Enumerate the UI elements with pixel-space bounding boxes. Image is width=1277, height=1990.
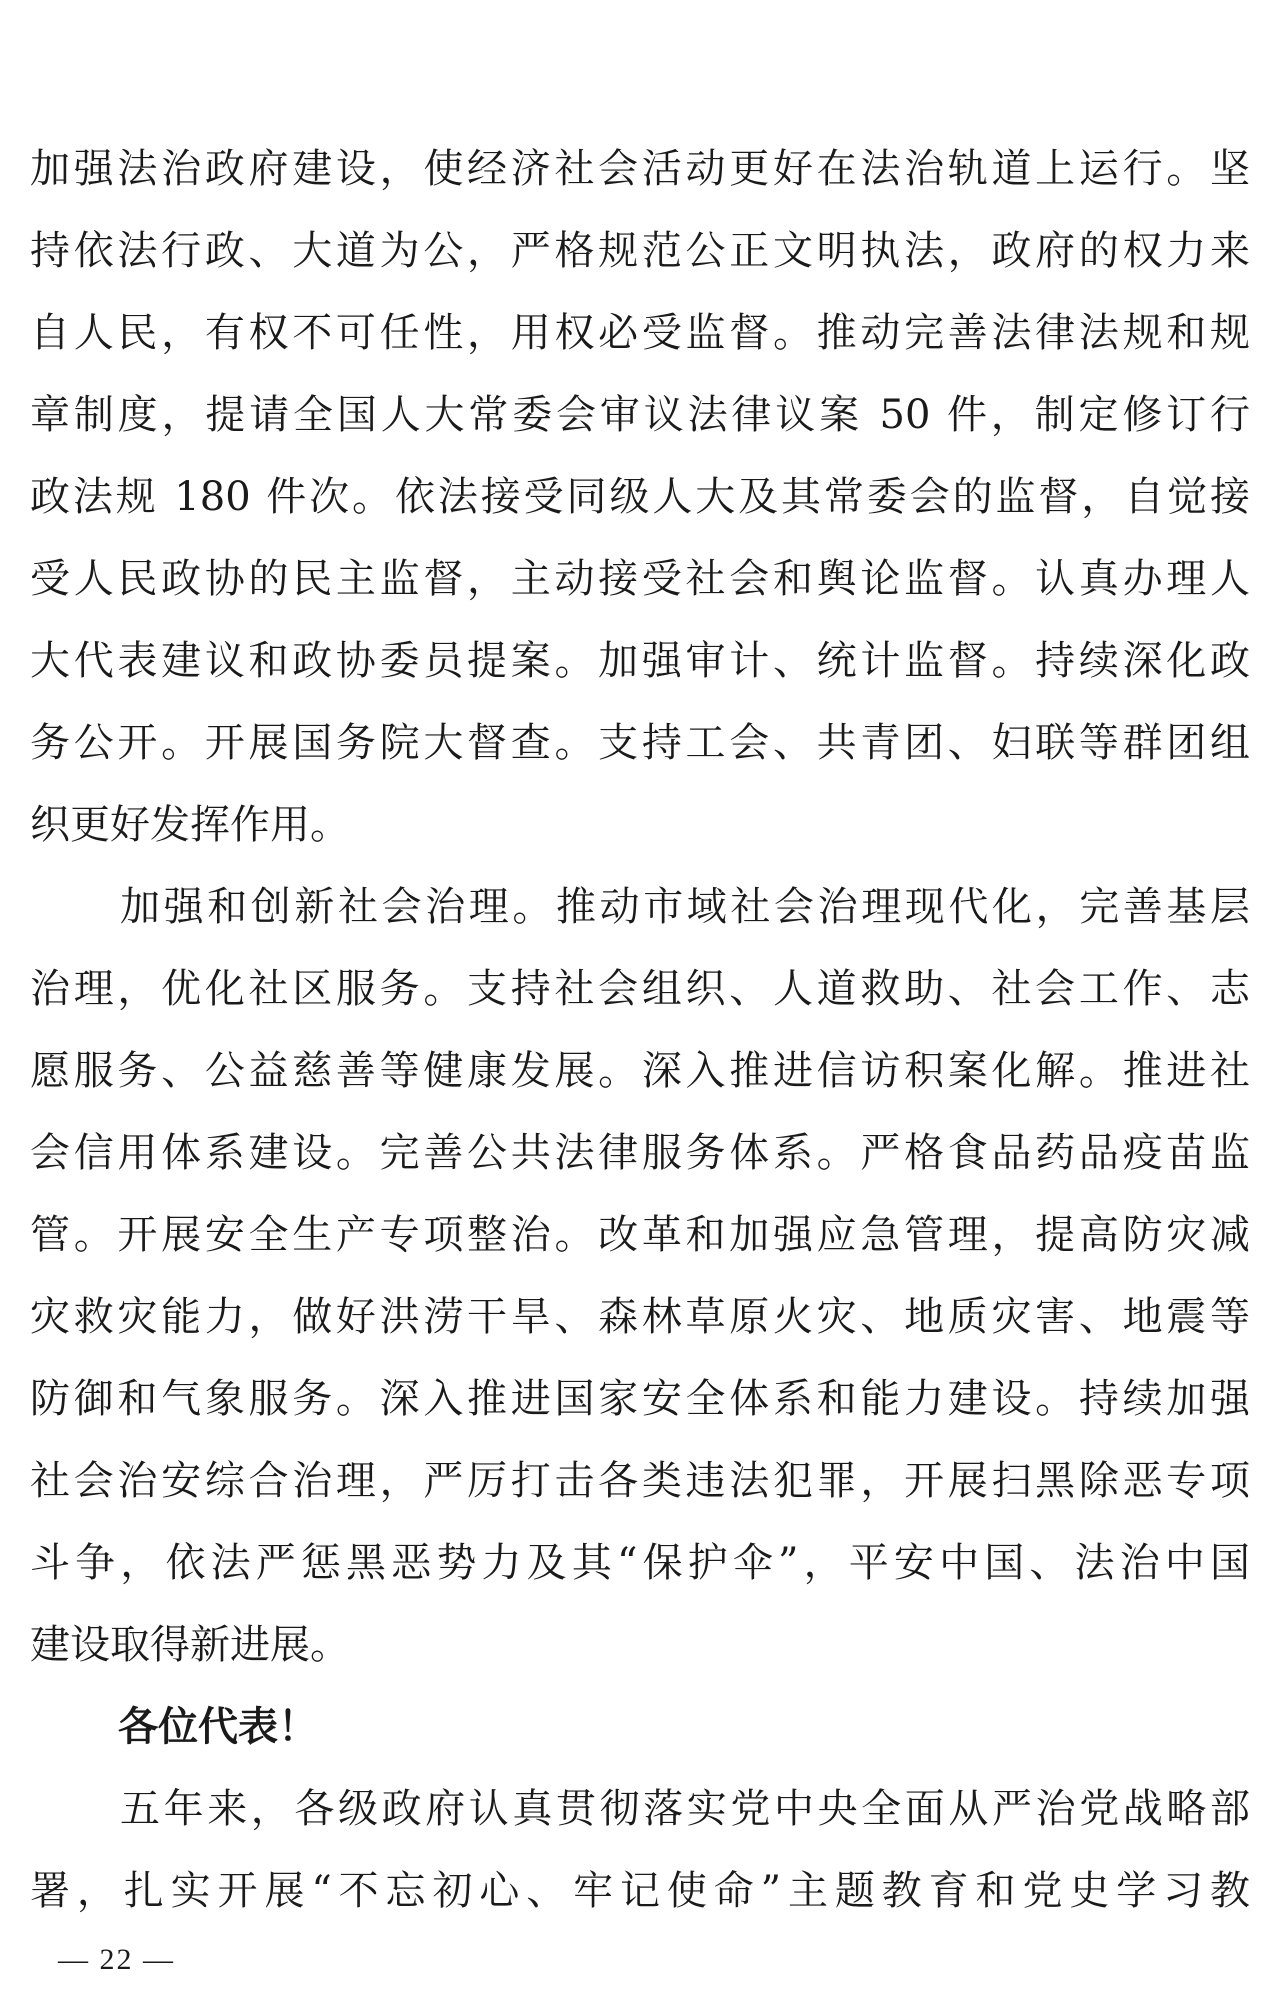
text-line: 灾救灾能力，做好洪涝干旱、森林草原火灾、地质灾害、地震等: [30, 1294, 1250, 1340]
text-line: 务公开。开展国务院大督查。支持工会、共青团、妇联等群团组: [30, 720, 1250, 766]
text-line: 持依法行政、大道为公，严格规范公正文明执法，政府的权力来: [30, 228, 1250, 274]
paragraph-first-line: 加强和创新社会治理。推动市域社会治理现代化，完善基层: [120, 884, 1250, 930]
text-line: 署，扎实开展“不忘初心、牢记使命”主题教育和党史学习教: [30, 1868, 1250, 1914]
text-line: 加强法治政府建设，使经济社会活动更好在法治轨道上运行。坚: [30, 146, 1250, 192]
text-line: 政法规 180 件次。依法接受同级人大及其常委会的监督，自觉接: [30, 474, 1250, 520]
text-line: 防御和气象服务。深入推进国家安全体系和能力建设。持续加强: [30, 1376, 1250, 1422]
text-line: 自人民，有权不可任性，用权必受监督。推动完善法律法规和规: [30, 310, 1250, 356]
section-heading: 各位代表！: [118, 1704, 318, 1750]
text-line: 织更好发挥作用。: [30, 802, 350, 848]
text-line: 会信用体系建设。完善公共法律服务体系。严格食品药品疫苗监: [30, 1130, 1250, 1176]
text-line: 愿服务、公益慈善等健康发展。深入推进信访积案化解。推进社: [30, 1048, 1250, 1094]
text-line: 大代表建议和政协委员提案。加强审计、统计监督。持续深化政: [30, 638, 1250, 684]
text-line: 管。开展安全生产专项整治。改革和加强应急管理，提高防灾减: [30, 1212, 1250, 1258]
text-line: 斗争，依法严惩黑恶势力及其“保护伞”，平安中国、法治中国: [30, 1540, 1250, 1586]
document-body: [30, 128, 1250, 1932]
paragraph-first-line: 五年来，各级政府认真贯彻落实党中央全面从严治党战略部: [120, 1786, 1250, 1832]
text-line: 社会治安综合治理，严厉打击各类违法犯罪，开展扫黑除恶专项: [30, 1458, 1250, 1504]
page-number: — 22 —: [58, 1943, 175, 1976]
text-line: 受人民政协的民主监督，主动接受社会和舆论监督。认真办理人: [30, 556, 1250, 602]
text-line: 治理，优化社区服务。支持社会组织、人道救助、社会工作、志: [30, 966, 1250, 1012]
text-line: 建设取得新进展。: [30, 1622, 350, 1668]
text-line: 章制度，提请全国人大常委会审议法律议案 50 件，制定修订行: [30, 392, 1250, 438]
